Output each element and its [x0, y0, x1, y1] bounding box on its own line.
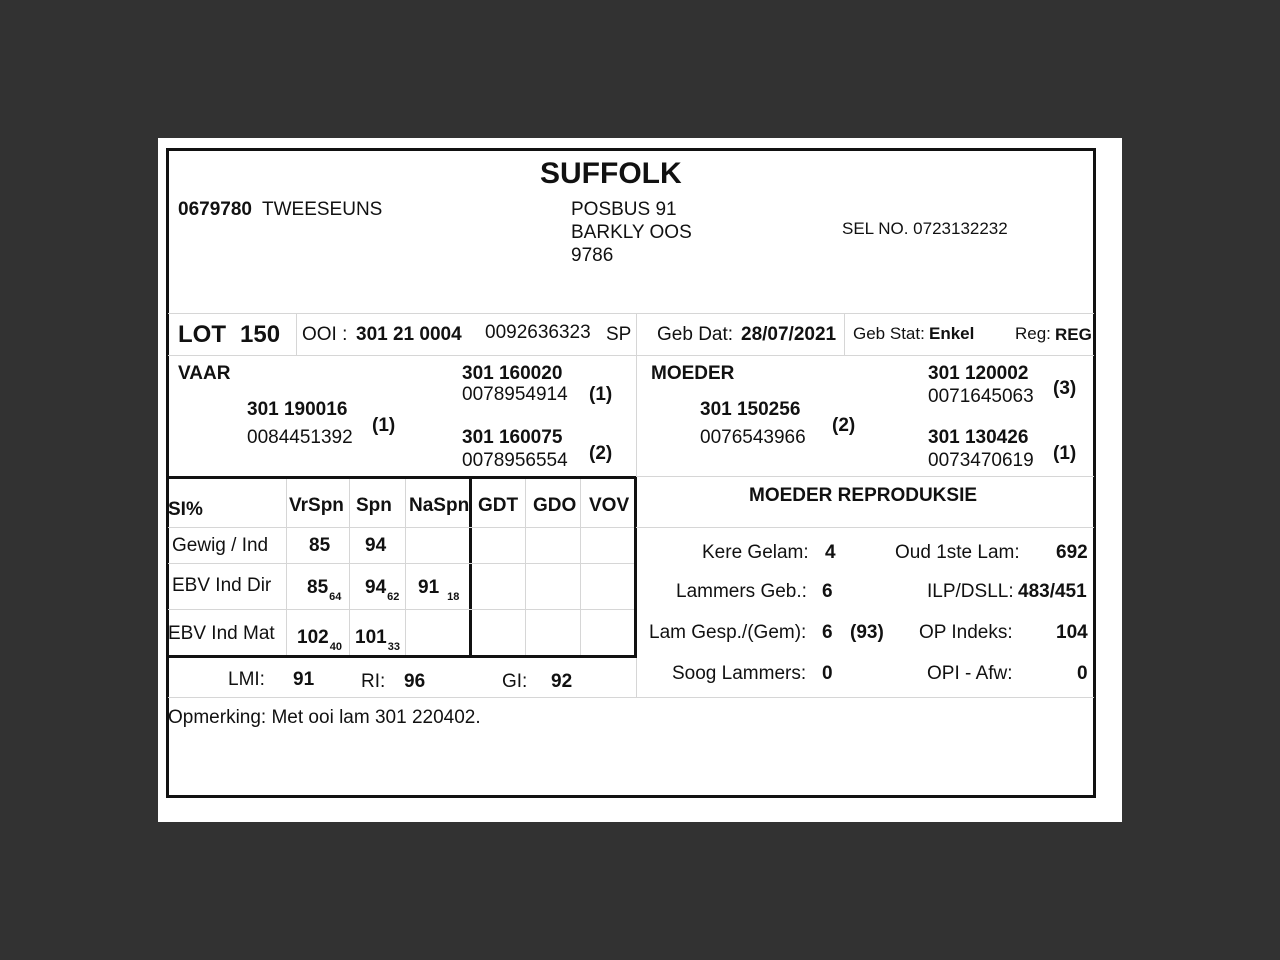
si-table-border: [634, 476, 637, 658]
divider: [168, 563, 634, 564]
si-cell-vrspn: 85: [309, 535, 331, 556]
remark-text: Opmerking: Met ooi lam 301 220402.: [168, 707, 481, 728]
sel-number: SEL NO. 0723132232: [842, 219, 1008, 238]
address-line-1: POSBUS 91: [571, 199, 677, 220]
geb-dat-value: 28/07/2021: [741, 324, 837, 345]
lammers-geb-label: Lammers Geb.:: [676, 581, 807, 602]
geb-stat-value: Enkel: [929, 324, 975, 343]
ilp-dsll-value: 483/451: [1018, 581, 1087, 602]
vaar-label: VAAR: [178, 363, 231, 384]
lammers-geb-value: 6: [822, 581, 833, 602]
si-cell-vrspn: $85_{64}$: [307, 577, 342, 603]
divider: [296, 313, 297, 355]
si-row-label: EBV Ind Mat: [168, 623, 275, 644]
oud-1ste-lam-value: 692: [1056, 542, 1088, 563]
divider: [525, 479, 526, 655]
kere-gelam-label: Kere Gelam:: [702, 542, 809, 563]
si-cell-spn: 94: [365, 535, 387, 556]
op-indeks-label: OP Indeks:: [919, 622, 1013, 643]
moeder-dam-id: 301 130426: [928, 427, 1029, 448]
lam-gesp-gem-value: (93): [850, 622, 884, 643]
vaar-dam-number: 0078956554: [462, 450, 568, 471]
divider: [168, 609, 634, 610]
vaar-id: 301 190016: [247, 399, 348, 420]
ooi-number: 0092636323: [485, 322, 591, 343]
si-row-label: EBV Ind Dir: [172, 575, 272, 596]
address-line-2: BARKLY OOS: [571, 222, 692, 243]
si-header-naspn: NaSpn: [409, 495, 470, 516]
lam-gesp-value: 6: [822, 622, 833, 643]
lot-number: 150: [240, 321, 281, 348]
moeder-dam-number: 0073470619: [928, 450, 1034, 471]
ri-value: 96: [404, 671, 426, 692]
si-header-vov: VOV: [589, 495, 630, 516]
opi-afw-label: OPI - Afw:: [927, 663, 1013, 684]
gi-value: 92: [551, 671, 573, 692]
ooi-id: 301 21 0004: [356, 324, 462, 345]
si-header-vrspn: VrSpn: [289, 495, 344, 516]
lmi-label: LMI:: [228, 669, 265, 690]
divider: [168, 355, 1094, 356]
si-cell-spn: $94_{62}$: [365, 577, 400, 603]
moeder-label: MOEDER: [651, 363, 735, 384]
op-indeks-value: 104: [1056, 622, 1088, 643]
divider: [168, 527, 634, 528]
moeder-number: 0076543966: [700, 427, 806, 448]
kere-gelam-value: 4: [825, 542, 836, 563]
vaar-sire-mark: (1): [589, 384, 613, 405]
si-table-border: [469, 476, 472, 658]
owner-name: TWEESEUNS: [262, 199, 383, 220]
si-header-spn: Spn: [356, 495, 392, 516]
gi-label: GI:: [502, 671, 528, 692]
divider: [349, 479, 350, 655]
si-row-label: Gewig / Ind: [172, 535, 269, 556]
geb-stat-label: Geb Stat:: [853, 324, 925, 343]
lot-card: [166, 148, 1096, 798]
vaar-dam-id: 301 160075: [462, 427, 563, 448]
breed-title: SUFFOLK: [540, 157, 682, 190]
soog-lammers-value: 0: [822, 663, 833, 684]
ri-label: RI:: [361, 671, 386, 692]
divider: [636, 313, 637, 355]
vaar-dam-mark: (2): [589, 443, 613, 464]
divider: [636, 527, 1094, 528]
si-cell-vrspn: $102_{40}$: [297, 627, 342, 653]
moeder-mark: (2): [832, 415, 856, 436]
divider: [168, 313, 1094, 314]
si-header-gdt: GDT: [478, 495, 519, 516]
lot-label: LOT: [178, 321, 226, 348]
vaar-mark: (1): [372, 415, 396, 436]
divider: [286, 479, 287, 655]
geb-dat-label: Geb Dat:: [657, 324, 734, 345]
owner-number: 0679780: [178, 199, 252, 220]
lam-gesp-label: Lam Gesp./(Gem):: [649, 622, 807, 643]
vaar-sire-number: 0078954914: [462, 384, 568, 405]
divider: [844, 313, 845, 355]
reproduction-title: MOEDER REPRODUKSIE: [749, 485, 978, 506]
ooi-code: SP: [606, 324, 632, 345]
reg-label: Reg:: [1015, 324, 1051, 343]
vaar-sire-id: 301 160020: [462, 363, 563, 384]
opi-afw-value: 0: [1077, 663, 1088, 684]
oud-1ste-lam-label: Oud 1ste Lam:: [895, 542, 1020, 563]
divider: [405, 479, 406, 655]
divider: [168, 697, 1094, 698]
ooi-label: OOI :: [302, 324, 348, 345]
moeder-sire-id: 301 120002: [928, 363, 1029, 384]
si-table-border: [168, 476, 636, 479]
address-line-3: 9786: [571, 245, 614, 266]
moeder-sire-number: 0071645063: [928, 386, 1034, 407]
si-header-gdo: GDO: [533, 495, 577, 516]
si-cell-spn: $101_{33}$: [355, 627, 400, 653]
reg-value: REG: [1055, 325, 1092, 344]
divider: [580, 479, 581, 655]
moeder-sire-mark: (3): [1053, 378, 1077, 399]
divider: [636, 476, 1094, 477]
soog-lammers-label: Soog Lammers:: [672, 663, 807, 684]
moeder-id: 301 150256: [700, 399, 801, 420]
ilp-dsll-label: ILP/DSLL:: [927, 581, 1014, 602]
moeder-dam-mark: (1): [1053, 443, 1077, 464]
si-cell-naspn: 91 $_{18}$: [418, 577, 460, 603]
si-table-border: [168, 655, 636, 658]
si-header-si: SI%: [168, 499, 203, 520]
vaar-number: 0084451392: [247, 427, 353, 448]
lmi-value: 91: [293, 669, 315, 690]
